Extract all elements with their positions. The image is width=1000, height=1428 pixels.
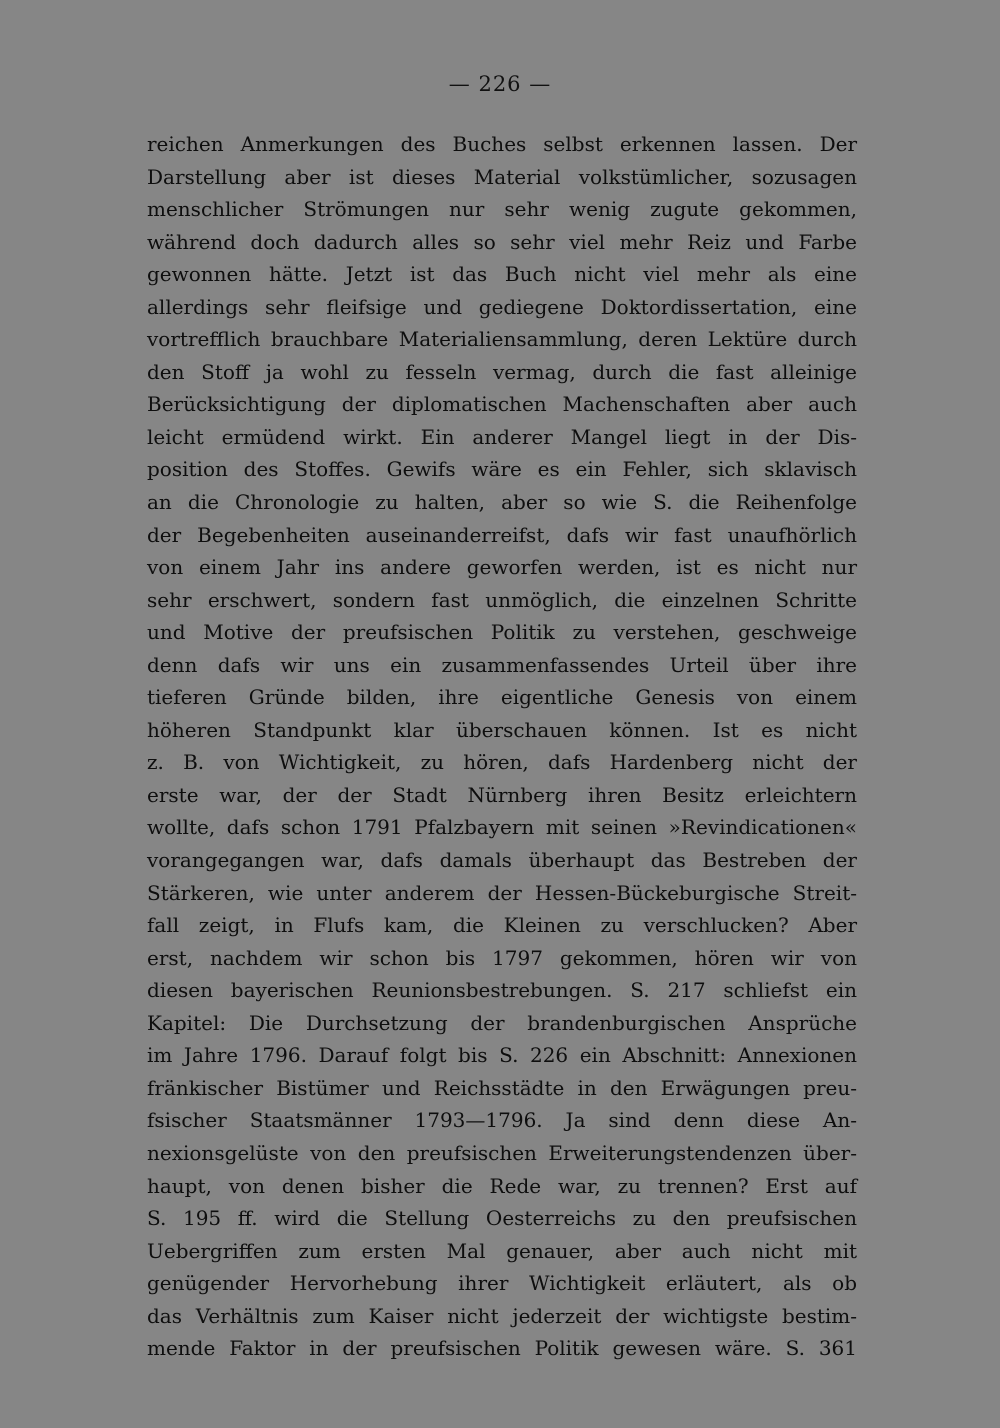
text-line: denn dafs wir uns ein zusammenfassendes Urteil über ihre bbox=[147, 652, 857, 677]
text-line: leicht ermüdend wirkt. Ein anderer Mangel liegt in der Dis- bbox=[147, 424, 857, 449]
body-text bbox=[147, 128, 857, 1365]
text-line: wollte, dafs schon 1791 Pfalzbayern mit seinen »Revindicationen« bbox=[147, 815, 857, 840]
text-line: der Begebenheiten auseinanderreifst, dafs wir fast unaufhörlich bbox=[147, 522, 857, 547]
text-line: Darstellung aber ist dieses Material volkstümlicher, sozusagen bbox=[147, 164, 857, 189]
text-line: z. B. von Wichtigkeit, zu hören, dafs Hardenberg nicht der bbox=[147, 750, 857, 775]
text-line: menschlicher Strömungen nur sehr wenig zugute gekommen, bbox=[147, 197, 857, 222]
text-line: gewonnen hätte. Jetzt ist das Buch nicht viel mehr als eine bbox=[147, 262, 857, 287]
text-line: während doch dadurch alles so sehr viel mehr Reiz und Farbe bbox=[147, 229, 857, 254]
text-line: nexionsgelüste von den preufsischen Erweiterungstendenzen über- bbox=[147, 1140, 857, 1165]
text-line: Uebergriffen zum ersten Mal genauer, aber auch nicht mit bbox=[147, 1238, 857, 1263]
text-line: fränkischer Bistümer und Reichsstädte in den Erwägungen preu- bbox=[147, 1075, 857, 1100]
text-line: fsischer Staatsmänner 1793—1796. Ja sind denn diese An- bbox=[147, 1108, 857, 1133]
page-number: — 226 — bbox=[448, 72, 552, 96]
text-line: höheren Standpunkt klar überschauen können. Ist es nicht bbox=[147, 717, 857, 742]
text-line: und Motive der preufsischen Politik zu verstehen, geschweige bbox=[147, 620, 857, 645]
text-line: vorangegangen war, dafs damals überhaupt das Bestreben der bbox=[147, 848, 857, 873]
text-line: S. 195 ff. wird die Stellung Oesterreichs zu den preufsischen bbox=[147, 1206, 857, 1231]
text-line: sehr erschwert, sondern fast unmöglich, die einzelnen Schritte bbox=[147, 587, 857, 612]
text-line: erste war, der der Stadt Nürnberg ihren Besitz erleichtern bbox=[147, 782, 857, 807]
text-line: genügender Hervorhebung ihrer Wichtigkeit erläutert, als ob bbox=[147, 1271, 857, 1296]
text-line: Berücksichtigung der diplomatischen Machenschaften aber auch bbox=[147, 392, 857, 417]
text-line: tieferen Gründe bilden, ihre eigentliche Genesis von einem bbox=[147, 685, 857, 710]
text-line: erst, nachdem wir schon bis 1797 gekommen, hören wir von bbox=[147, 945, 857, 970]
text-line: den Stoff ja wohl zu fesseln vermag, durch die fast alleinige bbox=[147, 359, 857, 384]
text-line: von einem Jahr ins andere geworfen werden, ist es nicht nur bbox=[147, 555, 857, 580]
text-line: das Verhältnis zum Kaiser nicht jederzeit der wichtigste bestim- bbox=[147, 1303, 857, 1328]
text-line: reichen Anmerkungen des Buches selbst erkennen lassen. Der bbox=[147, 132, 857, 156]
text-line: diesen bayerischen Reunionsbestrebungen. S. 217 schliefst ein bbox=[147, 978, 857, 1003]
text-line: an die Chronologie zu halten, aber so wie S. die Reihenfolge bbox=[147, 490, 857, 515]
text-line: mende Faktor in der preufsischen Politik gewesen wäre. S. 361 bbox=[147, 1336, 857, 1361]
text-line: position des Stoffes. Gewifs wäre es ein Fehler, sich sklavisch bbox=[147, 457, 857, 482]
text-line: haupt, von denen bisher die Rede war, zu trennen? Erst auf bbox=[147, 1173, 857, 1198]
text-line: Kapitel: Die Durchsetzung der brandenburgischen Ansprüche bbox=[147, 1010, 857, 1035]
text-line: vortrefflich brauchbare Materialiensammlung, deren Lektüre durch bbox=[147, 327, 857, 352]
text-line: allerdings sehr fleifsige und gediegene Doktordissertation, eine bbox=[147, 294, 857, 319]
text-line: fall zeigt, in Flufs kam, die Kleinen zu verschlucken? Aber bbox=[147, 913, 857, 938]
text-line: im Jahre 1796. Darauf folgt bis S. 226 ein Abschnitt: Annexionen bbox=[147, 1043, 857, 1068]
text-line: Stärkeren, wie unter anderem der Hessen-Bückeburgische Streit- bbox=[147, 880, 857, 905]
